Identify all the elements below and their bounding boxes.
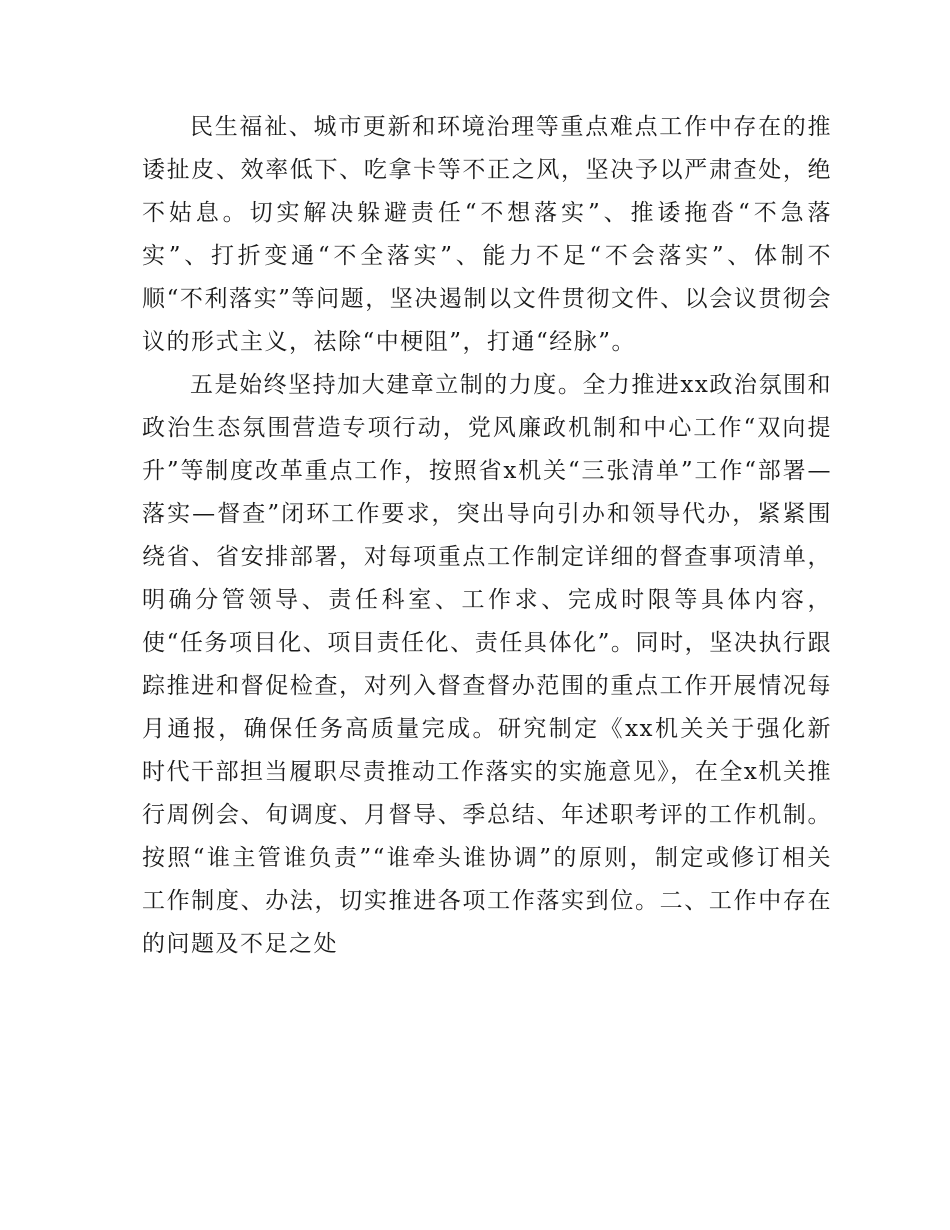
paragraph-2: 五是始终坚持加大建章立制的力度。全力推进xx政治氛围和政治生态氛围营造专项行动，党风廉政机制和中心工作“双向提升”等制度改革重点工作，按照省x机关“三张清单”工作“部署—落实—督查”闭环工作要求，突出导向引办和领导代办，紧紧围绕省、省安排部署，对每项重点工作制定详细的督查事项清单，明确分管领导、责任科室、工作求、完成时限等具体内容，使“任务项目化、项目责任化、责任具体化”。同时，坚决执行跟踪推进和督促检查，对列入督查督办范围的重点工作开展情况每月通报，确保任务高质量完成。研究制定《xx机关关于强化新时代干部担当履职尽责推动工作落实的实施意见》，在全x机关推行周例会、旬调度、月督导、季总结、年述职考评的工作机制。按照“谁主管谁负责”“谁牵头谁协调”的原则，制定或修订相关工作制度、办法，切实推进各项工作落实到位。二、工作中存在的问题及不足之处 xyxy=(142,372,832,957)
paragraph-1: 民生福祉、城市更新和环境治理等重点难点工作中存在的推诿扯皮、效率低下、吃拿卡等不正之风，坚决予以严肃查处，绝不姑息。切实解决躲避责任“不想落实”、推诿拖沓“不急落实”、打折变通“不全落实”、能力不足“不会落实”、体制不顺“不利落实”等问题，坚决遏制以文件贯彻文件、以会议贯彻会议的形式主义，祛除“中梗阻”，打通“经脉”。 xyxy=(142,114,832,355)
document-body xyxy=(142,106,832,966)
